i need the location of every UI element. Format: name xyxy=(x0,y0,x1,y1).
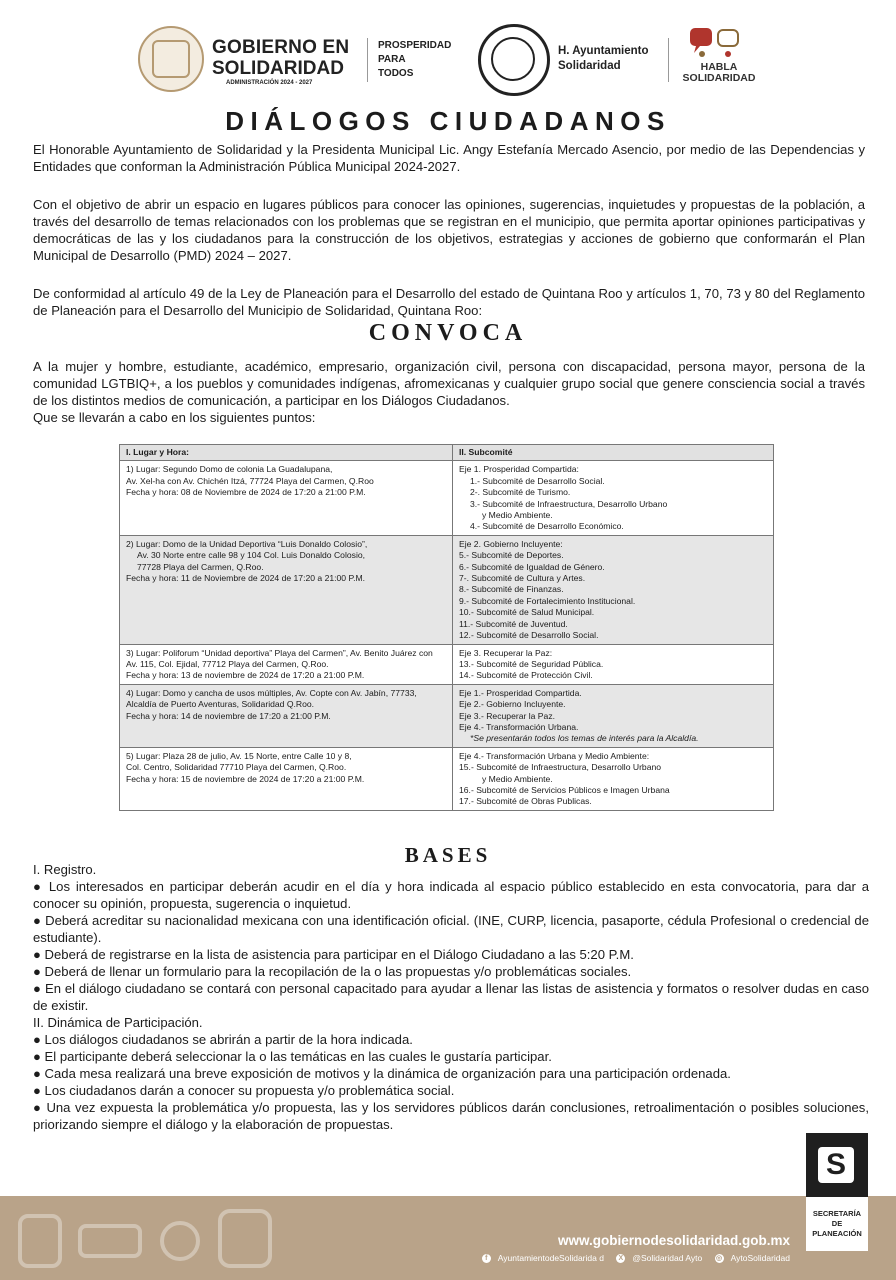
subcommittee-cell xyxy=(453,747,774,810)
place-cell xyxy=(120,684,453,747)
subcommittee-line: 7-. Subcomité de Cultura y Artes. xyxy=(459,573,586,584)
list-item: ● Deberá de registrarse en la lista de asistencia para participar en el Diálogo Ciudadano a las 5:20 P.M. xyxy=(33,947,634,962)
x-handle: @Solidaridad Ayto xyxy=(632,1253,703,1263)
place-line: Av. 30 Norte entre calle 98 y 104 Col. Luis Donaldo Colosio, xyxy=(137,550,366,561)
subcommittee-line: 14.- Subcomité de Protección Civil. xyxy=(459,670,593,681)
list-item: ● En el diálogo ciudadano se contará con personal capacitado para ayudar a llenar las listas de asistencia y formatos o resolver dudas en caso de existir. xyxy=(33,981,869,1013)
convoca-text: A la mujer y hombre, estudiante, académico, empresario, organización civil, persona con discapacidad, persona mayor, persona de la comunidad LGTBIQ+, a los pueblos y comunidades indígenas, afromexicanas y cualquier grupo social que genere consciencia social a través de los distintos medios de comunicación, a participar en los Diálogos Ciudadanos. xyxy=(33,359,865,408)
footer-pattern-icon xyxy=(0,1196,330,1280)
convoca-text-2: Que se llevarán a cabo en los siguientes puntos: xyxy=(33,410,316,425)
subcommittee-line: 9.- Subcomité de Fortalecimiento Institucional. xyxy=(459,595,636,606)
ayuntamiento-label xyxy=(558,44,649,74)
subcommittee-cell xyxy=(453,461,774,535)
place-cell xyxy=(120,747,453,810)
subcommittee-line: 4.- Subcomité de Desarrollo Económico. xyxy=(470,521,624,532)
place-line: Fecha y hora: 08 de Noviembre de 2024 de 17:20 a 21:00 P.M. xyxy=(126,487,366,498)
secretaria-line-3: PLANEACIÓN xyxy=(812,1229,862,1238)
website-link[interactable]: www.gobiernodesolidaridad.gob.mx xyxy=(557,1233,790,1248)
place-line: Fecha y hora: 13 de noviembre de 2024 de 17:20 a 21:00 P.M. xyxy=(126,670,365,681)
slogan-line-1: PROSPERIDAD xyxy=(378,40,452,51)
ayuntamiento-line-1: H. Ayuntamiento xyxy=(558,45,649,57)
place-line: 1) Lugar: Segundo Domo de colonia La Guadalupana, xyxy=(126,464,333,475)
place-line: Fecha y hora: 11 de Noviembre de 2024 de 17:20 a 21:00 P.M. xyxy=(126,573,366,584)
table-row xyxy=(120,747,774,810)
place-line: 2) Lugar: Domo de la Unidad Deportiva “Luis Donaldo Colosio”, xyxy=(126,538,368,549)
subcommittee-line: 17.- Subcomité de Obras Publicas. xyxy=(459,796,592,807)
logo-line-2: SOLIDARIDAD xyxy=(212,58,344,79)
place-line: Av. Xel-ha con Av. Chichén Itzá, 77724 Playa del Carmen, Q.Roo xyxy=(126,475,374,486)
x-icon: X xyxy=(616,1254,625,1263)
place-line: Col. Centro, Solidaridad 77710 Playa del Carmen, Q.Roo. xyxy=(126,762,347,773)
subcommittee-line: 6.- Subcomité de Igualdad de Género. xyxy=(459,561,605,572)
footer xyxy=(0,1196,896,1280)
secretaria-letter: S xyxy=(818,1147,854,1183)
column-header-subcommittee: II. Subcomité xyxy=(453,445,774,461)
table-row xyxy=(120,535,774,644)
facebook-link[interactable] xyxy=(477,1253,604,1263)
subcommittee-line: 16.- Subcomité de Servicios Públicos e Imagen Urbana xyxy=(459,784,670,795)
axis-line: Eje 1.- Prosperidad Compartida. xyxy=(459,687,582,698)
axis-line: Eje 4.- Transformación Urbana y Medio Ambiente: xyxy=(459,750,650,761)
intro-paragraph-3: De conformidad al artículo 49 de la Ley de Planeación para el Desarrollo del estado de Quintana Roo y artículos 1, 70, 73 y 80 del Reglamento de Planeación para el Desarrollo del Municipio de Solidaridad, Quintana Roo: xyxy=(33,286,865,318)
list-item: ● Deberá de llenar un formulario para la recopilación de la o las propuestas y/o problemáticas sociales. xyxy=(33,964,632,979)
divider xyxy=(367,38,368,82)
convoca-heading: CONVOCA xyxy=(368,320,528,346)
instagram-icon: ◎ xyxy=(716,1255,723,1263)
logo-line-1: GOBIERNO EN xyxy=(212,37,350,58)
page-title: DIÁLOGOS CIUDADANOS xyxy=(225,106,671,136)
speech-bubbles-icon xyxy=(688,26,746,58)
table-row xyxy=(120,644,774,684)
table-row xyxy=(120,684,774,747)
subcommittee-line: 5.- Subcomité de Deportes. xyxy=(459,550,564,561)
slogan xyxy=(378,39,458,81)
axis-line: Eje 4.- Transformación Urbana. xyxy=(459,721,579,732)
x-link[interactable] xyxy=(611,1253,702,1263)
intro-paragraph-2: Con el objetivo de abrir un espacio en lugares públicos para conocer las opiniones, sugerencias, inquietudes y propuestas de la población, a través del desarrollo de temas relacionados con los problemas que se registran en el municipio, que permita aportar opiniones participativas y democráticas de las y los ciudadanos para la construcción de los objetivos, estrategias y acciones de gobierno que conformarán el Plan Municipal de Desarrollo (PMD) 2024 – 2027. xyxy=(33,197,865,263)
instagram-handle: AytoSolidaridad xyxy=(730,1253,790,1263)
subcommittee-line: 15.- Subcomité de Infraestructura, Desarrollo Urbano xyxy=(459,762,662,773)
note-line: *Se presentarán todos los temas de interés para la Alcaldía. xyxy=(470,733,699,744)
bases-list xyxy=(33,861,869,1133)
axis-line: Eje 2. Gobierno Incluyente: xyxy=(459,538,563,549)
subcommittee-line: 13.- Subcomité de Seguridad Pública. xyxy=(459,658,604,669)
secretaria-planeacion-logo xyxy=(806,1133,868,1251)
list-item: ● El participante deberá seleccionar la o las temáticas en las cuales le gustaría participar. xyxy=(33,1049,552,1064)
intro-paragraph-1: El Honorable Ayuntamiento de Solidaridad y la Presidenta Municipal Lic. Angy Estefanía Mercado Asencio, por medio de las Dependencias y Entidades que conforman la Administración Pública Municipal 2024-2027. xyxy=(33,142,865,174)
admin-label: ADMINISTRACIÓN 2024 - 2027 xyxy=(226,80,313,86)
facebook-handle: AyuntamientodeSolidarida d xyxy=(497,1253,604,1263)
place-line: 5) Lugar: Plaza 28 de julio, Av. 15 Norte, entre Calle 10 y 8, xyxy=(126,750,352,761)
place-line: 3) Lugar: Poliforum “Unidad deportiva” Playa del Carmen”, Av. Benito Juárez con Av. 115, Col. Ejidal, 77712 Playa del Carmen, Q.Roo. xyxy=(126,647,433,669)
subcommittee-cell xyxy=(453,684,774,747)
subcommittee-line: 11.- Subcomité de Juventud. xyxy=(459,618,568,629)
subcommittee-line: 8.- Subcomité de Finanzas. xyxy=(459,584,564,595)
secretaria-line-1: SECRETARÍA xyxy=(812,1209,862,1218)
table-header-row xyxy=(120,445,774,461)
place-line: 4) Lugar: Domo y cancha de usos múltiples, Av. Copte con Av. Jabín, 77733, Alcaldía de Puerto Aventuras, Solidaridad Q.Roo. xyxy=(126,687,417,710)
header xyxy=(0,20,896,100)
place-line: 77728 Playa del Carmen, Q.Roo. xyxy=(137,561,264,572)
ayuntamiento-seal-icon xyxy=(478,24,550,96)
place-line: Fecha y hora: 15 de noviembre de 2024 de 17:20 a 21:00 P.M. xyxy=(126,773,365,784)
column-header-place: I. Lugar y Hora: xyxy=(120,445,453,461)
secretaria-badge xyxy=(806,1133,868,1197)
list-item: ● Deberá acreditar su nacionalidad mexicana con una identificación oficial. (INE, CURP, licencia, pasaporte, cédula Profesional o credencial de estudiante). xyxy=(33,913,869,945)
subcommittee-line: y Medio Ambiente. xyxy=(482,510,553,521)
bases-heading: BASES xyxy=(404,843,492,867)
axis-line: Eje 3. Recuperar la Paz: xyxy=(459,647,553,658)
instagram-link[interactable] xyxy=(710,1253,790,1263)
divider xyxy=(668,38,669,82)
section-registro: I. Registro. xyxy=(33,862,97,877)
subcommittee-cell xyxy=(453,644,774,684)
municipal-seal-icon xyxy=(138,26,204,92)
list-item: ● Los diálogos ciudadanos se abrirán a partir de la hora indicada. xyxy=(33,1032,413,1047)
list-item: ● Una vez expuesta la problemática y/o propuesta, las y los servidores públicos darán conclusiones, retroalimentación o posibles soluciones, priorizando siempre el diálogo y la elaboración de propuestas. xyxy=(33,1100,869,1132)
subcommittee-line: 12.- Subcomité de Desarrollo Social. xyxy=(459,630,599,641)
list-item: ● Cada mesa realizará una breve exposición de motivos y la dinámica de organización para una participación ordenada. xyxy=(33,1066,731,1081)
slogan-line-3: TODOS xyxy=(378,68,414,79)
ayuntamiento-line-2: Solidaridad xyxy=(558,60,621,72)
place-cell xyxy=(120,535,453,644)
subcommittee-cell xyxy=(453,535,774,644)
subcommittee-line: y Medio Ambiente. xyxy=(482,773,553,784)
list-item: ● Los interesados en participar deberán acudir en el día y hora indicada al espacio público establecido en esta convocatoria, para dar a conocer su opinión, propuesta, sugerencia o inquietud. xyxy=(33,879,869,911)
subcommittee-line: 10.- Subcomité de Salud Municipal. xyxy=(459,607,595,618)
axis-line: Eje 3.- Recuperar la Paz. xyxy=(459,710,556,721)
habla-line-2: SOLIDARIDAD xyxy=(682,72,756,84)
table-row xyxy=(120,461,774,535)
slogan-line-2: PARA xyxy=(378,54,406,65)
section-dinamica: II. Dinámica de Participación. xyxy=(33,1015,203,1030)
subcommittee-line: 1.- Subcomité de Desarrollo Social. xyxy=(470,475,605,486)
axis-line: Eje 2.- Gobierno Incluyente. xyxy=(459,699,566,710)
secretaria-line-2: DE xyxy=(831,1219,843,1228)
list-item: ● Los ciudadanos darán a conocer su propuesta y/o problemática social. xyxy=(33,1083,455,1098)
place-cell xyxy=(120,461,453,535)
habla-line-1: HABLA xyxy=(700,61,738,73)
place-cell xyxy=(120,644,453,684)
axis-line: Eje 1. Prosperidad Compartida: xyxy=(459,464,579,475)
schedule-table xyxy=(119,444,774,811)
place-line: Fecha y hora: 14 de noviembre de 17:20 a 21:00 P.M. xyxy=(126,710,331,721)
subcommittee-line: 3.- Subcomité de Infraestructura, Desarrollo Urbano xyxy=(470,498,668,509)
secretaria-label xyxy=(806,1197,868,1251)
facebook-icon: f xyxy=(482,1254,491,1263)
habla-solidaridad-logo xyxy=(677,62,761,84)
subcommittee-line: 2-. Subcomité de Turismo. xyxy=(470,487,571,498)
social-links xyxy=(472,1253,790,1263)
